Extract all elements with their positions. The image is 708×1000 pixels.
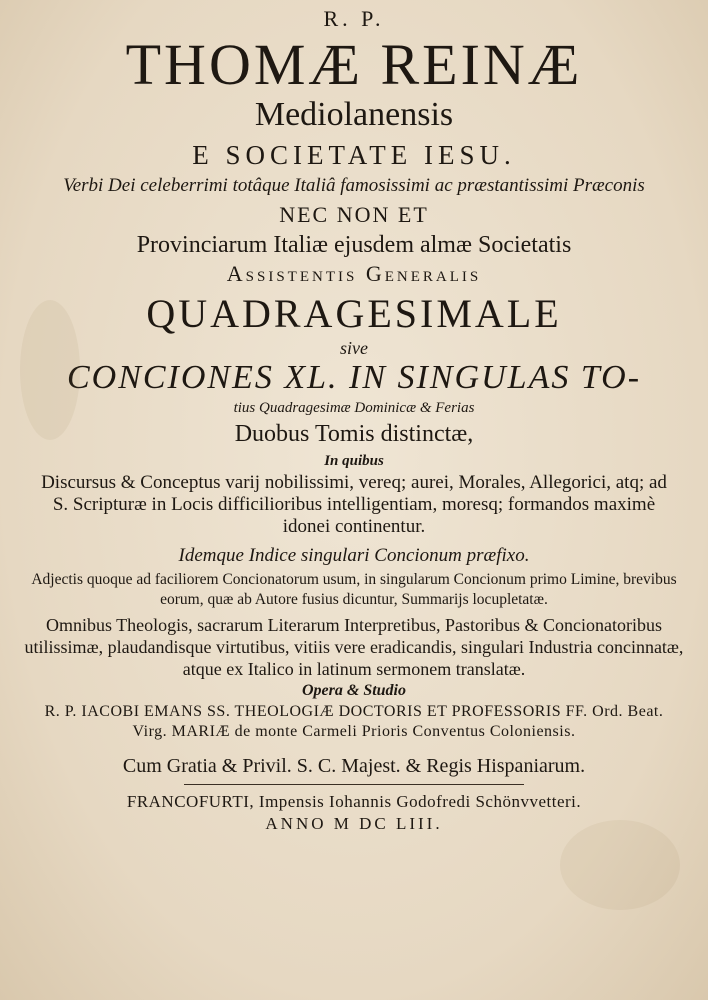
- paper-stain: [20, 300, 80, 440]
- provinciarum-line: Provinciarum Italiæ ejusdem almæ Societatis: [136, 232, 572, 258]
- translator-paragraph: R. P. IACOBI EMANS SS. THEOLOGIÆ DOCTORIS ET PROFESSORIS FF. Ord. Beat. Virg. MARIÆ de monte Carmeli Prioris Conventus Coloniensis.: [44, 703, 664, 740]
- author-origin: Mediolanensis: [254, 96, 454, 133]
- reverend-father-abbrev: R. P.: [323, 6, 385, 31]
- author-name: THOMÆ REINÆ: [125, 32, 583, 97]
- quadragesima-line: tius Quadragesimæ Dominicæ & Ferias: [233, 400, 475, 416]
- in-quibus-line: In quibus: [324, 453, 384, 469]
- assistentis-line: Assistentis Generalis: [226, 261, 482, 286]
- main-title: QUADRAGESIMALE: [146, 291, 562, 336]
- conciones-line: CONCIONES XL. IN SINGULAS TO-: [66, 359, 642, 396]
- opera-studio-line: Opera & Studio: [301, 682, 406, 699]
- society-line: E SOCIETATE IESU.: [192, 140, 516, 170]
- duobus-tomis-line: Duobus Tomis distinctæ,: [234, 421, 474, 447]
- omnibus-paragraph: Omnibus Theologis, sacrarum Literarum Interpretibus, Pastoribus & Concionatoribus utilissimæ, plaudandisque virtutibus, vitiis vere eradicandis, singulari Industria concinnatæ, atque ex Italico in latinum sermonem translatæ.: [24, 615, 684, 679]
- idemque-line: Idemque Indice singulari Concionum præfixo.: [178, 545, 530, 566]
- privilege-line: Cum Gratia & Privil. S. C. Majest. & Regis Hispaniarum.: [122, 755, 586, 777]
- nec-non-line: NEC NON ET: [279, 202, 429, 227]
- year-line: ANNO M DC LIII.: [265, 814, 443, 833]
- paper-stain: [560, 820, 680, 910]
- sive-line: sive: [340, 338, 368, 358]
- adjectis-paragraph: Adjectis quoque ad faciliorem Concionatorum usum, in singularum Concionum primo Limine, brevibus eorum, quæ ab Autore fusius dicuntur, Summarijs locupletatæ.: [31, 571, 677, 608]
- imprint-line: FRANCOFURTI, Impensis Iohannis Godofredi Schönvvetteri.: [126, 792, 582, 811]
- divider-rule: [184, 784, 524, 785]
- praise-line: Verbi Dei celeberrimi totâque Italiâ famosissimi ac præstantissimi Præconis: [63, 175, 645, 196]
- discursus-paragraph: Discursus & Conceptus varij nobilissimi, vereq; aurei, Morales, Allegorici, atq; ad S. Scripturæ in Locis difficilioribus intelligentiam, moresq; formandos maximè idonei continentur.: [41, 472, 667, 537]
